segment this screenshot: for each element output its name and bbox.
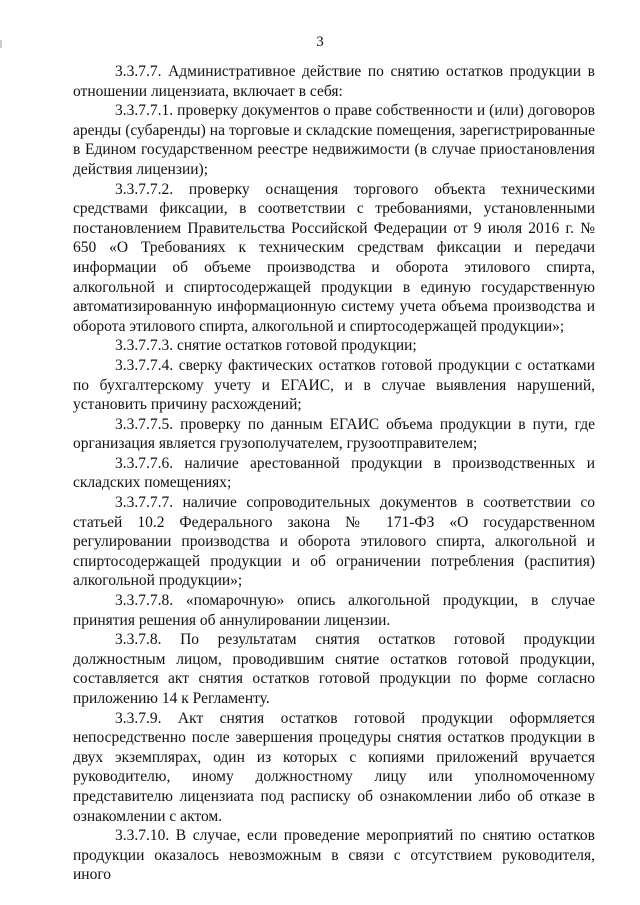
- page-number: 3: [316, 34, 324, 50]
- paragraph-3-3-7-7-8: 3.3.7.7.8. «помарочную» опись алкогольной продукции, в случае принятия решения об аннулировании лицензии.: [73, 592, 595, 629]
- document-body: [73, 62, 595, 885]
- paragraph-3-3-7-7-7: 3.3.7.7.7. наличие сопроводительных документов в соответствии со статьей 10.2 Федерального закона № 171-ФЗ «О государственном регулировании производства и оборота этилового спирта, алкогольной и спиртосодержащей продукции и об ограничении потребления (распития) алкогольной продукции»;: [73, 494, 595, 590]
- paragraph-3-3-7-7-5: 3.3.7.7.5. проверку по данным ЕГАИС объема продукции в пути, где организация является грузополучателем, грузоотправителем;: [73, 415, 595, 453]
- paragraph-3-3-7-10: 3.3.7.10. В случае, если проведение мероприятий по снятию остатков продукции оказалось невозможным в связи с отсутствием руководителя, иного: [73, 827, 595, 884]
- paragraph-3-3-7-7-4: 3.3.7.7.4. сверку фактических остатков готовой продукции с остатками по бухгалтерскому учету и ЕГАИС, и в случае выявления нарушений, установить причину расхождений;: [73, 356, 595, 414]
- paragraph-3-3-7-7-1: 3.3.7.7.1. проверку документов о праве собственности и (или) договоров аренды (субаренды) на торговые и складские помещения, зарегистрированные в Едином государственном реестре недвижимости (в случае приостановления действия лицензии);: [73, 102, 595, 178]
- paragraph-3-3-7-8: 3.3.7.8. По результатам снятия остатков готовой продукции должностным лицом, проводившим снятие остатков готовой продукции, составляется акт снятия остатков готовой продукции по форме согласно приложению 14 к Регламенту.: [73, 631, 595, 707]
- paragraph-3-3-7-7-3: 3.3.7.7.3. снятие остатков готовой продукции;: [115, 337, 417, 355]
- paragraph-3-3-7-7-6: 3.3.7.7.6. наличие арестованной продукции в производственных и складских помещениях;: [73, 454, 595, 492]
- paragraph-3-3-7-7-2: 3.3.7.7.2. проверку оснащения торгового объекта техническими средствами фиксации, в соответствии с требованиями, установленными постановлением Правительства Российской Федерации от 9 июля 2016 г. № 650 «О Требованиях к техническим средствам фиксации и передачи информации об объеме производства и оборота этилового спирта, алкогольной и спиртосодержащей продукции в единую государственную автоматизированную информационную систему учета объема производства и оборота этилового спирта, алкогольной и спиртосодержащей продукции»;: [73, 180, 595, 335]
- paragraph-3-3-7-9: 3.3.7.9. Акт снятия остатков готовой продукции оформляется непосредственно после завершения процедуры снятия остатков продукции в двух экземплярах, один из которых с копиями приложений вручается руководителю, иному должностному лицу или уполномоченному представителю лицензиата под расписку об ознакомлении либо об отказе в ознакомлении с актом.: [73, 709, 595, 825]
- paragraph-3-3-7-7: 3.3.7.7. Административное действие по снятию остатков продукции в отношении лицензиата, включает в себя:: [73, 63, 595, 100]
